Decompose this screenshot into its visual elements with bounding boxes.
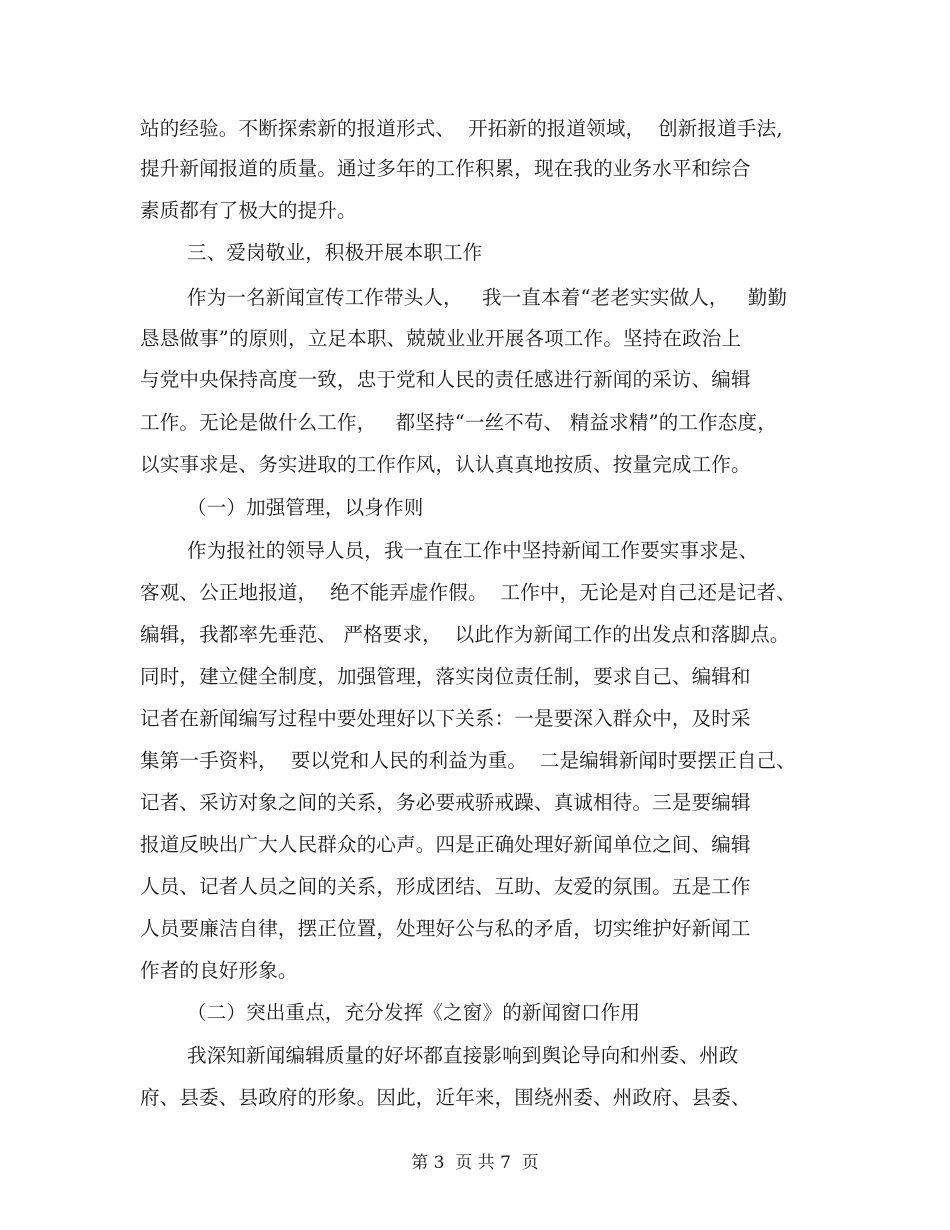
body-text-line: 与党中央保持高度一致，忠于党和人民的责任感进行新闻的采访、编辑	[140, 368, 751, 391]
body-text-line: 恳恳做事”的原则，立足本职、兢兢业业开展各项工作。坚持在政治上	[140, 327, 742, 350]
body-text-line: 同时，建立健全制度，加强管理，落实岗位责任制，要求自己、编辑和	[140, 665, 751, 688]
body-text-line: 以实事求是、务实进取的工作作风，认认真真地按质、按量完成工作。	[140, 453, 751, 476]
body-text-line: 编辑，我都率先垂范、 严格要求， 以此作为新闻工作的出发点和落脚点。	[140, 623, 790, 646]
body-text-line: 工作。无论是做什么工作， 都坚持“一丝不苟、 精益求精”的工作态度，	[140, 411, 777, 434]
section-heading: 三、爱岗敬业，积极开展本职工作	[187, 241, 483, 264]
body-text-line: 作者的良好形象。	[140, 959, 298, 982]
body-text-line: 素质都有了极大的提升。	[140, 199, 357, 222]
page-number-footer: 第 3 页 共 7 页	[411, 1153, 539, 1173]
body-text-line: 站的经验。不断探索新的报道形式、 开拓新的报道领域， 创新报道手法,	[140, 117, 783, 140]
body-text-line: 府、县委、县政府的形象。因此，近年来，围绕州委、州政府、县委、	[140, 1086, 751, 1109]
body-text-line: 作为一名新闻宣传工作带头人， 我一直本着“老老实实做人， 勤勤	[187, 286, 788, 309]
body-text-line: 人员要廉洁自律，摆正位置，处理好公与私的矛盾，切实维护好新闻工	[140, 917, 751, 940]
body-text-line: 客观、公正地报道， 绝不能弄虚作假。 工作中，无论是对自己还是记者、	[140, 581, 796, 604]
body-text-line: 人员、记者人员之间的关系，形成团结、互助、友爱的氛围。五是工作	[140, 875, 751, 898]
body-text-line: 提升新闻报道的质量。通过多年的工作积累，现在我的业务水平和综合	[140, 157, 751, 180]
body-text-line: 记者、采访对象之间的关系，务必要戒骄戒躁、真诚相待。三是要编辑	[140, 791, 751, 814]
body-text-line: 报道反映出广大人民群众的心声。四是正确处理好新闻单位之间、编辑	[140, 833, 751, 856]
body-text-line: 记者在新闻编写过程中要处理好以下关系：一是要深入群众中，及时采	[140, 707, 751, 730]
body-text-line: 集第一手资料， 要以党和人民的利益为重。 二是编辑新闻时要摆正自己、	[140, 749, 796, 772]
subsection-heading: （二）突出重点，充分发挥《之窗》的新闻窗口作用	[187, 1001, 641, 1024]
body-text-line: 我深知新闻编辑质量的好坏都直接影响到舆论导向和州委、州政	[187, 1044, 739, 1067]
subsection-heading: （一）加强管理，以身作则	[187, 496, 424, 519]
body-text-line: 作为报社的领导人员，我一直在工作中坚持新闻工作要实事求是、	[187, 539, 759, 562]
